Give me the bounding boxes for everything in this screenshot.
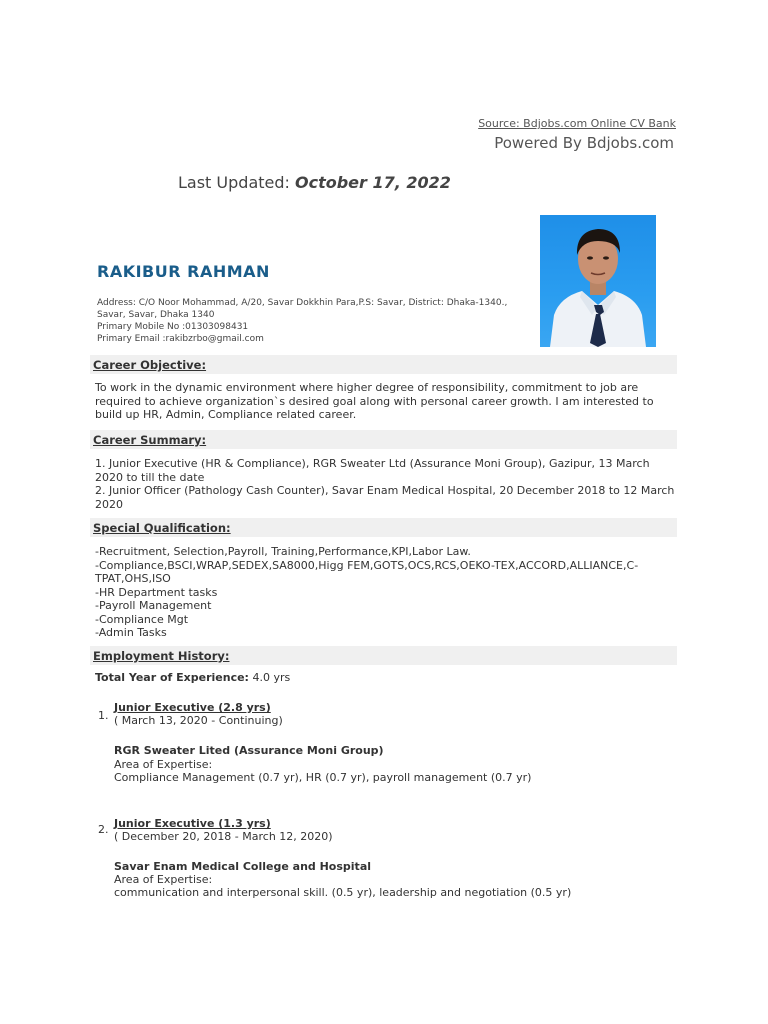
- summary-line: 1. Junior Executive (HR & Compliance), RGR Sweater Ltd (Assurance Moni Group), Gazipur, 13 March 2020 to till the date: [95, 457, 650, 484]
- section-title: Career Summary:: [93, 433, 207, 447]
- job-dates: ( March 13, 2020 - Continuing): [114, 714, 283, 727]
- job-number: 1.: [98, 709, 109, 722]
- career-summary-text: [95, 457, 681, 511]
- career-summary-header: [90, 430, 677, 449]
- last-updated-date: October 17, 2022: [295, 173, 451, 192]
- job-dates: ( December 20, 2018 - March 12, 2020): [114, 830, 333, 843]
- list-item: -Compliance Mgt: [95, 612, 189, 626]
- email-address: Primary Email :rakibzrbo@gmail.com: [97, 334, 264, 344]
- last-updated: [178, 173, 451, 192]
- list-item: -Compliance,BSCI,WRAP,SEDEX,SA8000,Higg FEM,GOTS,OCS,RCS,OEKO-TEX,ACCORD,ALLIANCE,C-TPAT,OHS,ISO: [95, 558, 639, 585]
- powered-by-text: Powered By Bdjobs.com: [494, 134, 674, 152]
- qualification-list: [95, 545, 655, 640]
- employment-history-header: [90, 646, 677, 665]
- profile-photo: [540, 215, 656, 347]
- expertise-label: Area of Expertise:: [114, 758, 213, 771]
- expertise-label: Area of Expertise:: [114, 873, 213, 886]
- expertise-text: Compliance Management (0.7 yr), HR (0.7 yr), payroll management (0.7 yr): [114, 771, 532, 784]
- address-line2: Savar, Savar, Dhaka 1340: [97, 310, 215, 320]
- section-title: Career Objective:: [93, 358, 207, 372]
- career-objective-text: To work in the dynamic environment where higher degree of responsibility, commitment to job are required to achieve organization`s desired goal along with personal career growth. I am interested to build up HR, Admin, Compliance related career.: [95, 381, 654, 421]
- list-item: -Admin Tasks: [95, 626, 167, 639]
- job-title: Junior Executive (2.8 yrs): [114, 701, 271, 714]
- summary-line: 2. Junior Officer (Pathology Cash Counter), Savar Enam Medical Hospital, 20 December 2018 to 12 March 2020: [95, 484, 675, 511]
- list-item: -Payroll Management: [95, 599, 212, 612]
- section-title: Special Qualification:: [93, 521, 231, 535]
- address-line1: Address: C/O Noor Mohammad, A/20, Savar Dokkhin Para,P.S: Savar, District: Dhaka-1340.,: [97, 298, 508, 308]
- special-qualification-header: [90, 518, 677, 537]
- list-item: -Recruitment, Selection,Payroll, Training,Performance,KPI,Labor Law.: [95, 545, 471, 558]
- total-experience: [95, 671, 685, 685]
- contact-info: [97, 297, 527, 345]
- job-title: Junior Executive (1.3 yrs): [114, 817, 271, 830]
- section-title: Employment History:: [93, 649, 230, 663]
- candidate-name: RAKIBUR RAHMAN: [97, 262, 270, 281]
- total-experience-label: Total Year of Experience:: [95, 671, 249, 684]
- list-item: -HR Department tasks: [95, 585, 218, 599]
- total-experience-value: 4.0 yrs: [252, 671, 291, 684]
- last-updated-label: Last Updated:: [178, 173, 295, 192]
- job-number: 2.: [98, 823, 109, 836]
- mobile-number: Primary Mobile No :01303098431: [97, 322, 249, 332]
- expertise-text: communication and interpersonal skill. (0.5 yr), leadership and negotiation (0.5 yr): [114, 886, 572, 899]
- company-name: Savar Enam Medical College and Hospital: [114, 860, 372, 873]
- source-link[interactable]: Source: Bdjobs.com Online CV Bank: [478, 117, 676, 130]
- career-objective-header: [90, 355, 677, 374]
- company-name: RGR Sweater Lited (Assurance Moni Group): [114, 744, 384, 757]
